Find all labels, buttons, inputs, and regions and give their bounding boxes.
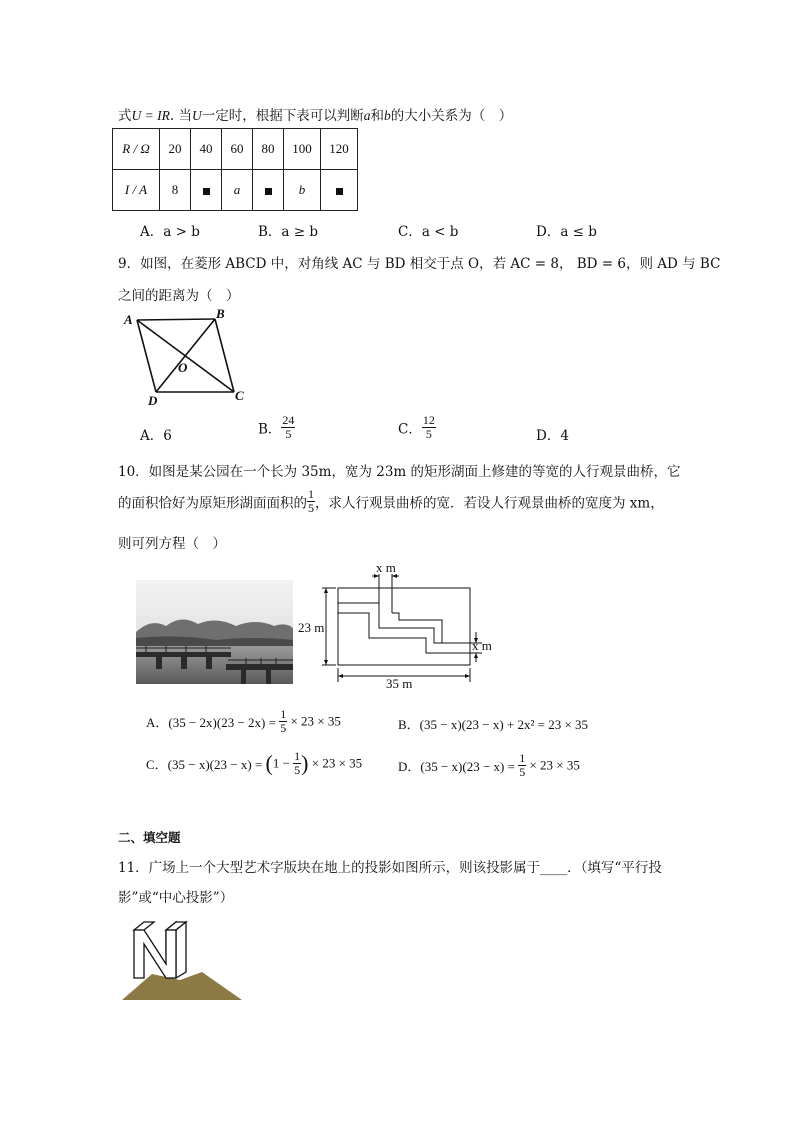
q10-stem-line1: 10．如图是某公园在一个长为 35m，宽为 23m 的矩形湖面上修建的等宽的人行观景曲桥，它 [118, 464, 681, 480]
q10-stem-line2: 的面积恰好为原矩形湖面面积的 $\frac{1}{5}$ ，求人行观景曲桥的宽．若设人行观景曲桥的宽度为 xm， [118, 487, 664, 515]
q10-option-b[interactable]: B．(35 − x)(23 − x) + 2x² = 23 × 35 [398, 717, 589, 732]
diagonal-bd [156, 319, 215, 392]
table-cell: 100 [284, 129, 321, 170]
q9-option-d[interactable]: D．4 [536, 428, 569, 444]
table-cell: 40 [191, 129, 222, 170]
label-b: B [216, 306, 225, 321]
q11-stem-line1: 11．广场上一个大型艺术字版块在地上的投影如图所示，则该投影属于____．（填写“平行投 [118, 860, 662, 876]
masked-square-icon [203, 188, 210, 195]
rhombus-diagram [118, 306, 258, 410]
q8-option-a[interactable]: A．a > b [140, 224, 200, 240]
resistance-current-table [112, 128, 358, 211]
q10-option-c[interactable]: C．(35 − x)(23 − x) = (1 − $\frac{1}{5}$ ) × 23 × 35 [146, 749, 363, 777]
label-xm-right: x m [472, 638, 492, 653]
bridge-edge-top [338, 603, 470, 643]
label-o: O [178, 360, 188, 375]
q8-option-c[interactable]: C．a < b [398, 224, 459, 240]
letter-n-block [134, 922, 186, 978]
q9-stem-line2: 之间的距离为（ ） [118, 288, 240, 304]
table-cell-masked [321, 170, 358, 211]
q8-option-b[interactable]: B．a ≥ b [258, 224, 319, 240]
bridge-edge-bottom [338, 613, 470, 653]
q11-stem-line2: 影”或“中心投影”） [118, 890, 234, 906]
label-d: D [148, 393, 158, 408]
table-cell: 120 [321, 129, 358, 170]
label-height: 23 m [298, 620, 325, 635]
label-a: A [124, 312, 133, 327]
side-bc [215, 319, 234, 392]
section-title-fill-blank: 二、填空题 [118, 830, 181, 845]
q9-option-c[interactable]: C． $\frac{12}{5}$ [398, 413, 435, 441]
table-cell-masked [191, 170, 222, 211]
label-c: C [235, 388, 244, 403]
q9-stem-line1: 9．如图，在菱形 ABCD 中，对角线 AC 与 BD 相交于点 O，若 AC = 8， BD = 6，则 AD 与 BC [118, 256, 721, 272]
q10-option-a[interactable]: A．(35 − 2x)(23 − 2x) = $\frac{1}{5}$ × 23 × 35 [146, 707, 341, 735]
side-da [137, 320, 156, 392]
side-ab [137, 319, 215, 320]
masked-square-icon [265, 188, 272, 195]
label-xm-top: x m [376, 560, 396, 575]
q10-option-d[interactable]: D．(35 − x)(23 − x) = $\frac{1}{5}$ × 23 × 35 [398, 751, 580, 779]
q9-option-b[interactable]: B． $\frac{24}{5}$ [258, 413, 295, 441]
table-cell-masked [253, 170, 284, 211]
q9-option-a[interactable]: A．6 [140, 428, 172, 444]
table-cell: 80 [253, 129, 284, 170]
bridge-plan-diagram [294, 558, 504, 688]
table-i-head: I / A [124, 182, 148, 197]
table-cell: 60 [222, 129, 253, 170]
q8-option-d[interactable]: D．a ≤ b [536, 224, 597, 240]
table-r-head: R / Ω [122, 141, 150, 156]
table-cell-a: a [233, 182, 241, 197]
label-width: 35 m [386, 676, 413, 688]
table-cell: 8 [160, 170, 191, 211]
table-cell: 20 [160, 129, 191, 170]
letter-n-shadow-diagram [120, 916, 246, 1006]
masked-square-icon [336, 188, 343, 195]
park-bridge-photo [136, 580, 293, 684]
q10-stem-line3: 则可列方程（ ） [118, 536, 226, 552]
table-cell-b: b [298, 182, 306, 197]
q8-intro: 式U = IR. 当U一定时，根据下表可以判断a和b的大小关系为（ ） [118, 108, 513, 124]
